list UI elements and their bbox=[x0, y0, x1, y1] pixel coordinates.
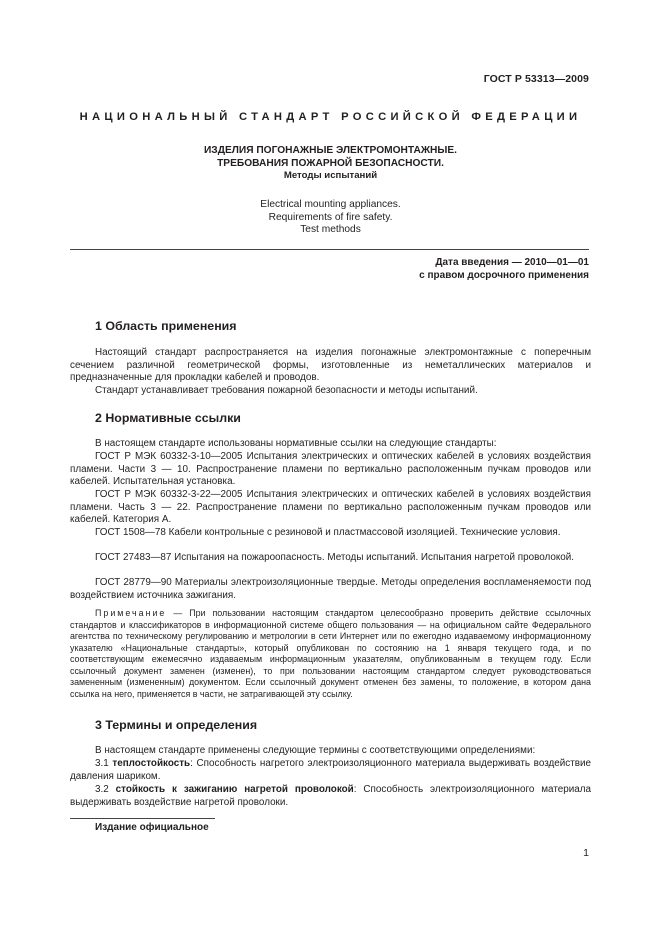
footer-rule bbox=[70, 818, 215, 819]
en-title-line-2: Requirements of fire safety. bbox=[268, 211, 393, 223]
en-title-line-1: Electrical mounting appliances. bbox=[260, 199, 401, 210]
introduction-date: Дата введения — 2010—01—01 bbox=[435, 257, 589, 268]
term-3-2 bbox=[70, 784, 591, 809]
national-standard-heading: НАЦИОНАЛЬНЫЙ СТАНДАРТ РОССИЙСКОЙ ФЕДЕРАЦИИ bbox=[79, 111, 582, 123]
russian-title bbox=[0, 145, 661, 183]
title-line-3: Методы испытаний bbox=[283, 170, 378, 181]
page-number: 1 bbox=[583, 847, 589, 859]
term-3-1-name: теплостойкость bbox=[112, 758, 191, 769]
title-line-2: ТРЕБОВАНИЯ ПОЖАРНОЙ БЕЗОПАСНОСТИ. bbox=[217, 157, 444, 169]
reference-4: ГОСТ 27483—87 Испытания на пожароопасность. Методы испытаний. Испытания нагретой проволокой. bbox=[95, 552, 575, 563]
gost-code: ГОСТ Р 53313—2009 bbox=[483, 73, 589, 85]
en-title-line-3: Test methods bbox=[300, 224, 361, 235]
reference-5: ГОСТ 28779—90 Материалы электроизоляционные твердые. Методы определения воспламеняемости под воздействием источника зажигания. bbox=[70, 577, 591, 601]
note-label: Примечание bbox=[95, 608, 167, 618]
term-3-2-definition: : Способность электроизоляционного материала выдерживать воздействие нагретой проволоки. bbox=[70, 784, 591, 808]
section-3-heading: 3 Термины и определения bbox=[95, 718, 258, 732]
note-text: — При пользовании настоящим стандартом целесообразно проверить действие ссылочных стандартов и классификаторов в информационной системе общего пользования — на официальном сайте Федерального агентства по техническому регулированию и метрологии в сети Интернет или по ежегодно издаваемому информационному указателю «Национальные стандарты», который опубликован по состоянию на 1 января текущего года, и по соответствующим ежемесячно издаваемым информационным указателям, опубликованным в текущем году. Если ссылочный документ заменен (изменен), то при пользовании настоящим стандартом следует руководствоваться замененным (измененным) документом. Если ссылочный документ отменен без замены, то положение, в котором дана ссылка на него, применяется в части, не затрагивающей эту ссылку. bbox=[70, 608, 591, 699]
section-2-heading: 2 Нормативные ссылки bbox=[95, 411, 241, 425]
note-paragraph bbox=[70, 608, 591, 700]
section-1-paragraph-2: Стандарт устанавливает требования пожарной безопасности и методы испытаний. bbox=[95, 385, 478, 396]
section-2-intro: В настоящем стандарте использованы нормативные ссылки на следующие стандарты: bbox=[95, 438, 497, 449]
reference-3: ГОСТ 1508—78 Кабели контрольные с резиновой и пластмассовой изоляцией. Технические условия. bbox=[95, 527, 561, 538]
section-1-heading: 1 Область применения bbox=[95, 319, 237, 333]
horizontal-rule bbox=[70, 249, 589, 250]
reference-2: ГОСТ Р МЭК 60332-3-22—2005 Испытания электрических и оптических кабелей в условиях воздействия пламени. Часть 3 — 22. Распространение пламени по вертикально расположенным пучкам проводов или кабелей. Категория А. bbox=[70, 489, 591, 526]
english-title bbox=[0, 199, 661, 237]
reference-1: ГОСТ Р МЭК 60332-3-10—2005 Испытания электрических и оптических кабелей в условиях воздействия пламени. Части 3 — 10. Распространение пламени по вертикально расположенным пучкам проводов или кабелей. Испытательная установка. bbox=[70, 451, 591, 488]
section-1-paragraph-1: Настоящий стандарт распространяется на изделия погонажные электромонтажные с поперечным сечением различной геометрической формы, изготовленные из неметаллических материалов и предназначенные для прокладки кабелей и проводов. bbox=[70, 347, 591, 384]
section-3-intro: В настоящем стандарте применены следующие термины с соответствующими определениями: bbox=[95, 745, 536, 756]
term-3-2-name: стойкость к зажиганию нагретой проволокой bbox=[115, 784, 354, 795]
early-application-note: с правом досрочного применения bbox=[419, 270, 589, 281]
term-3-1-definition: : Способность нагретого электроизоляционного материала выдерживать воздействие давления шариком. bbox=[70, 758, 591, 782]
term-3-2-number: 3.2 bbox=[95, 784, 116, 795]
term-3-1 bbox=[70, 758, 591, 783]
introduction-dates bbox=[419, 256, 589, 282]
official-edition-label: Издание официальное bbox=[95, 822, 209, 833]
title-line-1: ИЗДЕЛИЯ ПОГОНАЖНЫЕ ЭЛЕКТРОМОНТАЖНЫЕ. bbox=[203, 145, 458, 156]
term-3-1-number: 3.1 bbox=[95, 758, 113, 769]
